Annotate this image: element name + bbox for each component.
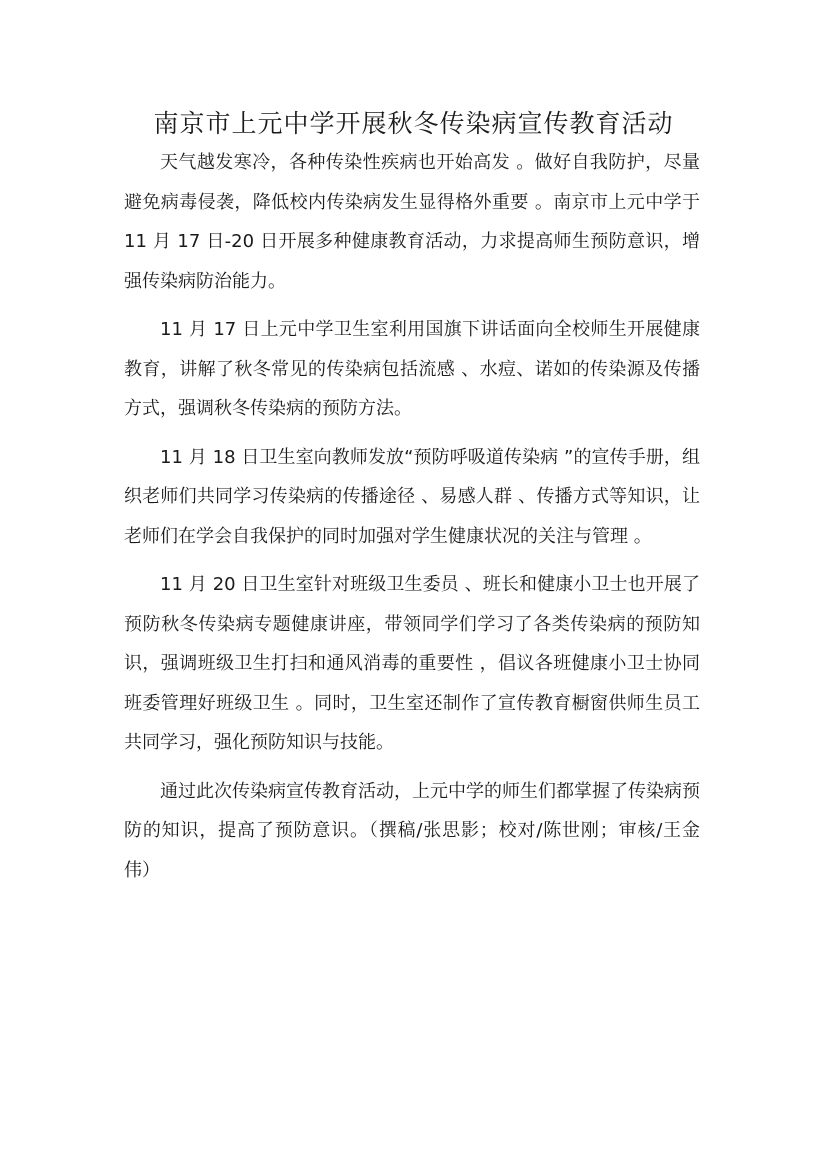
paragraph-nov-20: 11 月 20 日卫生室针对班级卫生委员 、班长和健康小卫士也开展了预防秋冬传染病专题健康讲座，带领同学们学习了各类传染病的预防知识，强调班级卫生打扫和通风消毒的重要性 ，倡议各班健康小卫士协同班委管理好班级卫生 。同时，卫生室还制作了宣传教育橱窗供师生员工共同学习，强化预防知识与技能。 [124, 574, 700, 753]
paragraph-nov-17: 11 月 17 日上元中学卫生室利用国旗下讲话面向全校师生开展健康教育，讲解了秋冬常见的传染病包括流感 、水痘、诺如的传染源及传播方式，强调秋冬传染病的预防方法。 [124, 319, 700, 419]
paragraph-conclusion: 通过此次传染病宣传教育活动，上元中学的师生们都掌握了传染病预防的知识，提高了预防意识。（撰稿/张思影；校对/陈世刚；审核/王金伟） [124, 780, 700, 881]
paragraph-nov-18: 11 月 18 日卫生室向教师发放“预防呼吸道传染病 ”的宣传手册，组织老师们共同学习传染病的传播途径 、易感人群 、传播方式等知识，让老师们在学会自我保护的同时加强对学生健康状况的关注与管理 。 [124, 446, 700, 547]
document-title: 南京市上元中学开展秋冬传染病宣传教育活动 [153, 109, 674, 138]
paragraph-intro: 天气越发寒冷，各种传染性疾病也开始高发 。做好自我防护，尽量避免病毒侵袭，降低校内传染病发生显得格外重要 。南京市上元中学于 11 月 17 日-20 日开展多种健康教育活动，力求提高师生预防意识，增强传染病防治能力。 [124, 152, 700, 292]
document-body [124, 143, 700, 899]
